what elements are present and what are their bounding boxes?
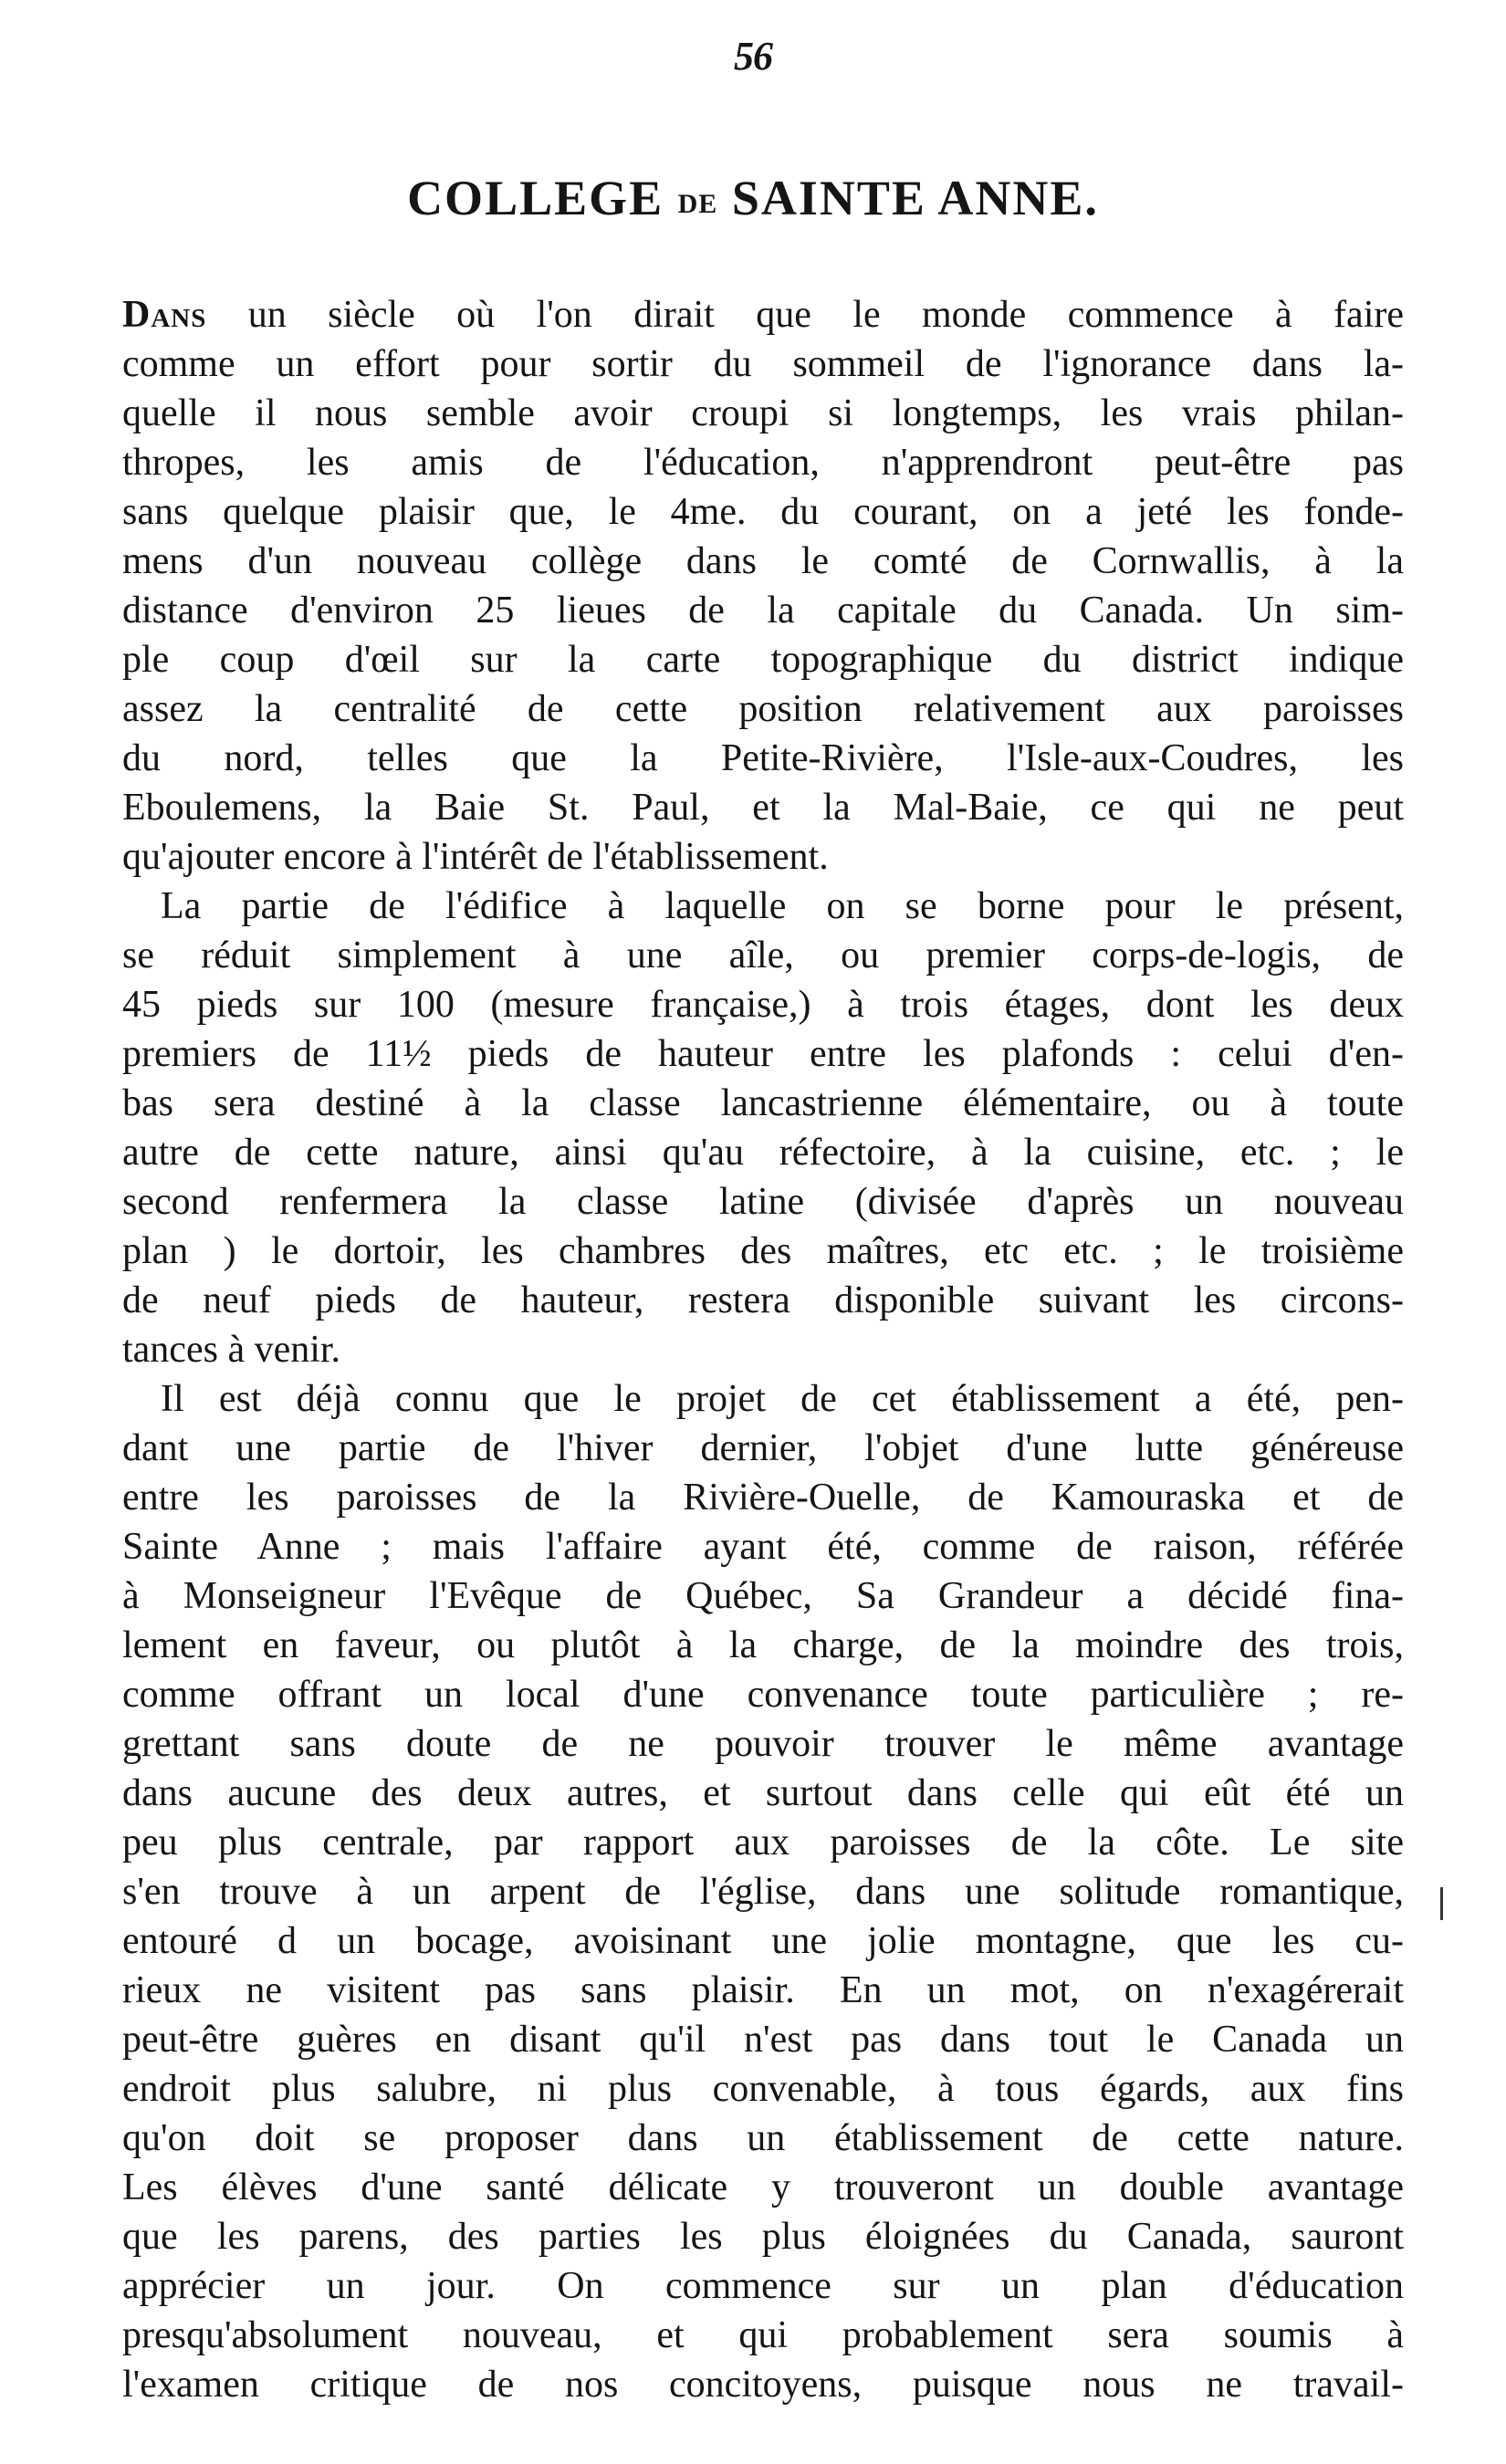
text-line: Dans un siècle où l'on dirait que le monde commence à faire xyxy=(122,294,1404,336)
text-line: presqu'absolument nouveau, et qui probablement sera soumis à xyxy=(122,2314,1404,2356)
text-line: de neuf pieds de hauteur, restera disponible suivant les circons- xyxy=(122,1279,1404,1321)
text-line: lement en faveur, ou plutôt à la charge, de la moindre des trois, xyxy=(122,1624,1404,1666)
page-number: 56 xyxy=(734,34,772,78)
text-line: peu plus centrale, par rapport aux paroisses de la côte. Le site xyxy=(122,1822,1404,1864)
text-line: peut-être guères en disant qu'il n'est pas dans tout le Canada un xyxy=(122,2019,1404,2061)
text-line: s'en trouve à un arpent de l'église, dans une solitude romantique, xyxy=(122,1871,1404,1913)
text-line: quelle il nous semble avoir croupi si longtemps, les vrais philan- xyxy=(122,392,1404,434)
text-line: se réduit simplement à une aîle, ou premier corps-de-logis, de xyxy=(122,934,1404,976)
text-line: du nord, telles que la Petite-Rivière, l'Isle-aux-Coudres, les xyxy=(122,737,1404,779)
paragraph-end-line: qu'ajouter encore à l'intérêt de l'établissement. xyxy=(122,836,829,878)
text-line: que les parens, des parties les plus éloignées du Canada, sauront xyxy=(122,2216,1404,2258)
paragraph-end-line: tances à venir. xyxy=(122,1329,341,1371)
text-line: plan ) le dortoir, les chambres des maîtres, etc etc. ; le troisième xyxy=(122,1230,1404,1272)
text-line: entouré d un bocage, avoisinant une jolie montagne, que les cu- xyxy=(122,1920,1404,1962)
text-line: Les élèves d'une santé délicate y trouveront un double avantage xyxy=(122,2166,1404,2208)
text-line: comme offrant un local d'une convenance toute particulière ; re- xyxy=(122,1674,1404,1716)
text-line: distance d'environ 25 lieues de la capitale du Canada. Un sim- xyxy=(122,590,1404,632)
text-line: assez la centralité de cette position relativement aux paroisses xyxy=(122,688,1404,730)
text-line: ple coup d'œil sur la carte topographique du district indique xyxy=(122,639,1404,681)
opening-word: Dans xyxy=(122,294,207,336)
text-line: second renfermera la classe latine (divisée d'après un nouveau xyxy=(122,1181,1404,1223)
text-line: comme un effort pour sortir du sommeil de l'ignorance dans la- xyxy=(122,343,1404,385)
text-line: apprécier un jour. On commence sur un plan d'éducation xyxy=(122,2265,1404,2307)
text-line: l'examen critique de nos concitoyens, puisque nous ne travail- xyxy=(122,2364,1404,2406)
text-line: rieux ne visitent pas sans plaisir. En un mot, on n'exagérerait xyxy=(122,1969,1404,2011)
title-sainte-anne: SAINTE ANNE. xyxy=(731,171,1099,225)
text-line: Sainte Anne ; mais l'affaire ayant été, comme de raison, référée xyxy=(122,1526,1404,1568)
text-line: premiers de 11½ pieds de hauteur entre les plafonds : celui d'en- xyxy=(122,1033,1404,1075)
article-title xyxy=(0,170,1506,226)
text-line: 45 pieds sur 100 (mesure française,) à trois étages, dont les deux xyxy=(122,984,1404,1026)
text-line: endroit plus salubre, ni plus convenable, à tous égards, aux fins xyxy=(122,2068,1404,2110)
text-line: dans aucune des deux autres, et surtout dans celle qui eût été un xyxy=(122,1772,1404,1814)
margin-mark xyxy=(1440,1887,1443,1920)
text-line: Il est déjà connu que le projet de cet établissement a été, pen- xyxy=(161,1378,1404,1420)
title-de: DE xyxy=(677,189,718,219)
text-line: à Monseigneur l'Evêque de Québec, Sa Grandeur a décidé fina- xyxy=(122,1575,1404,1617)
text-line: qu'on doit se proposer dans un établissement de cette nature. xyxy=(122,2117,1404,2159)
text-line: grettant sans doute de ne pouvoir trouver le même avantage xyxy=(122,1723,1404,1765)
article-body xyxy=(122,290,1404,2409)
text-line: autre de cette nature, ainsi qu'au réfectoire, à la cuisine, etc. ; le xyxy=(122,1132,1404,1174)
text-line: entre les paroisses de la Rivière-Ouelle, de Kamouraska et de xyxy=(122,1477,1404,1519)
text-line: thropes, les amis de l'éducation, n'apprendront peut-être pas xyxy=(122,442,1404,484)
title-college: COLLEGE xyxy=(407,171,664,225)
text-line: bas sera destiné à la classe lancastrienne élémentaire, ou à toute xyxy=(122,1082,1404,1124)
text-line: dant une partie de l'hiver dernier, l'objet d'une lutte généreuse xyxy=(122,1427,1404,1469)
text-line: sans quelque plaisir que, le 4me. du courant, on a jeté les fonde- xyxy=(122,491,1404,533)
text-line: mens d'un nouveau collège dans le comté de Cornwallis, à la xyxy=(122,540,1404,582)
text-line: Eboulemens, la Baie St. Paul, et la Mal-Baie, ce qui ne peut xyxy=(122,787,1404,829)
text-line: La partie de l'édifice à laquelle on se borne pour le présent, xyxy=(161,885,1404,927)
